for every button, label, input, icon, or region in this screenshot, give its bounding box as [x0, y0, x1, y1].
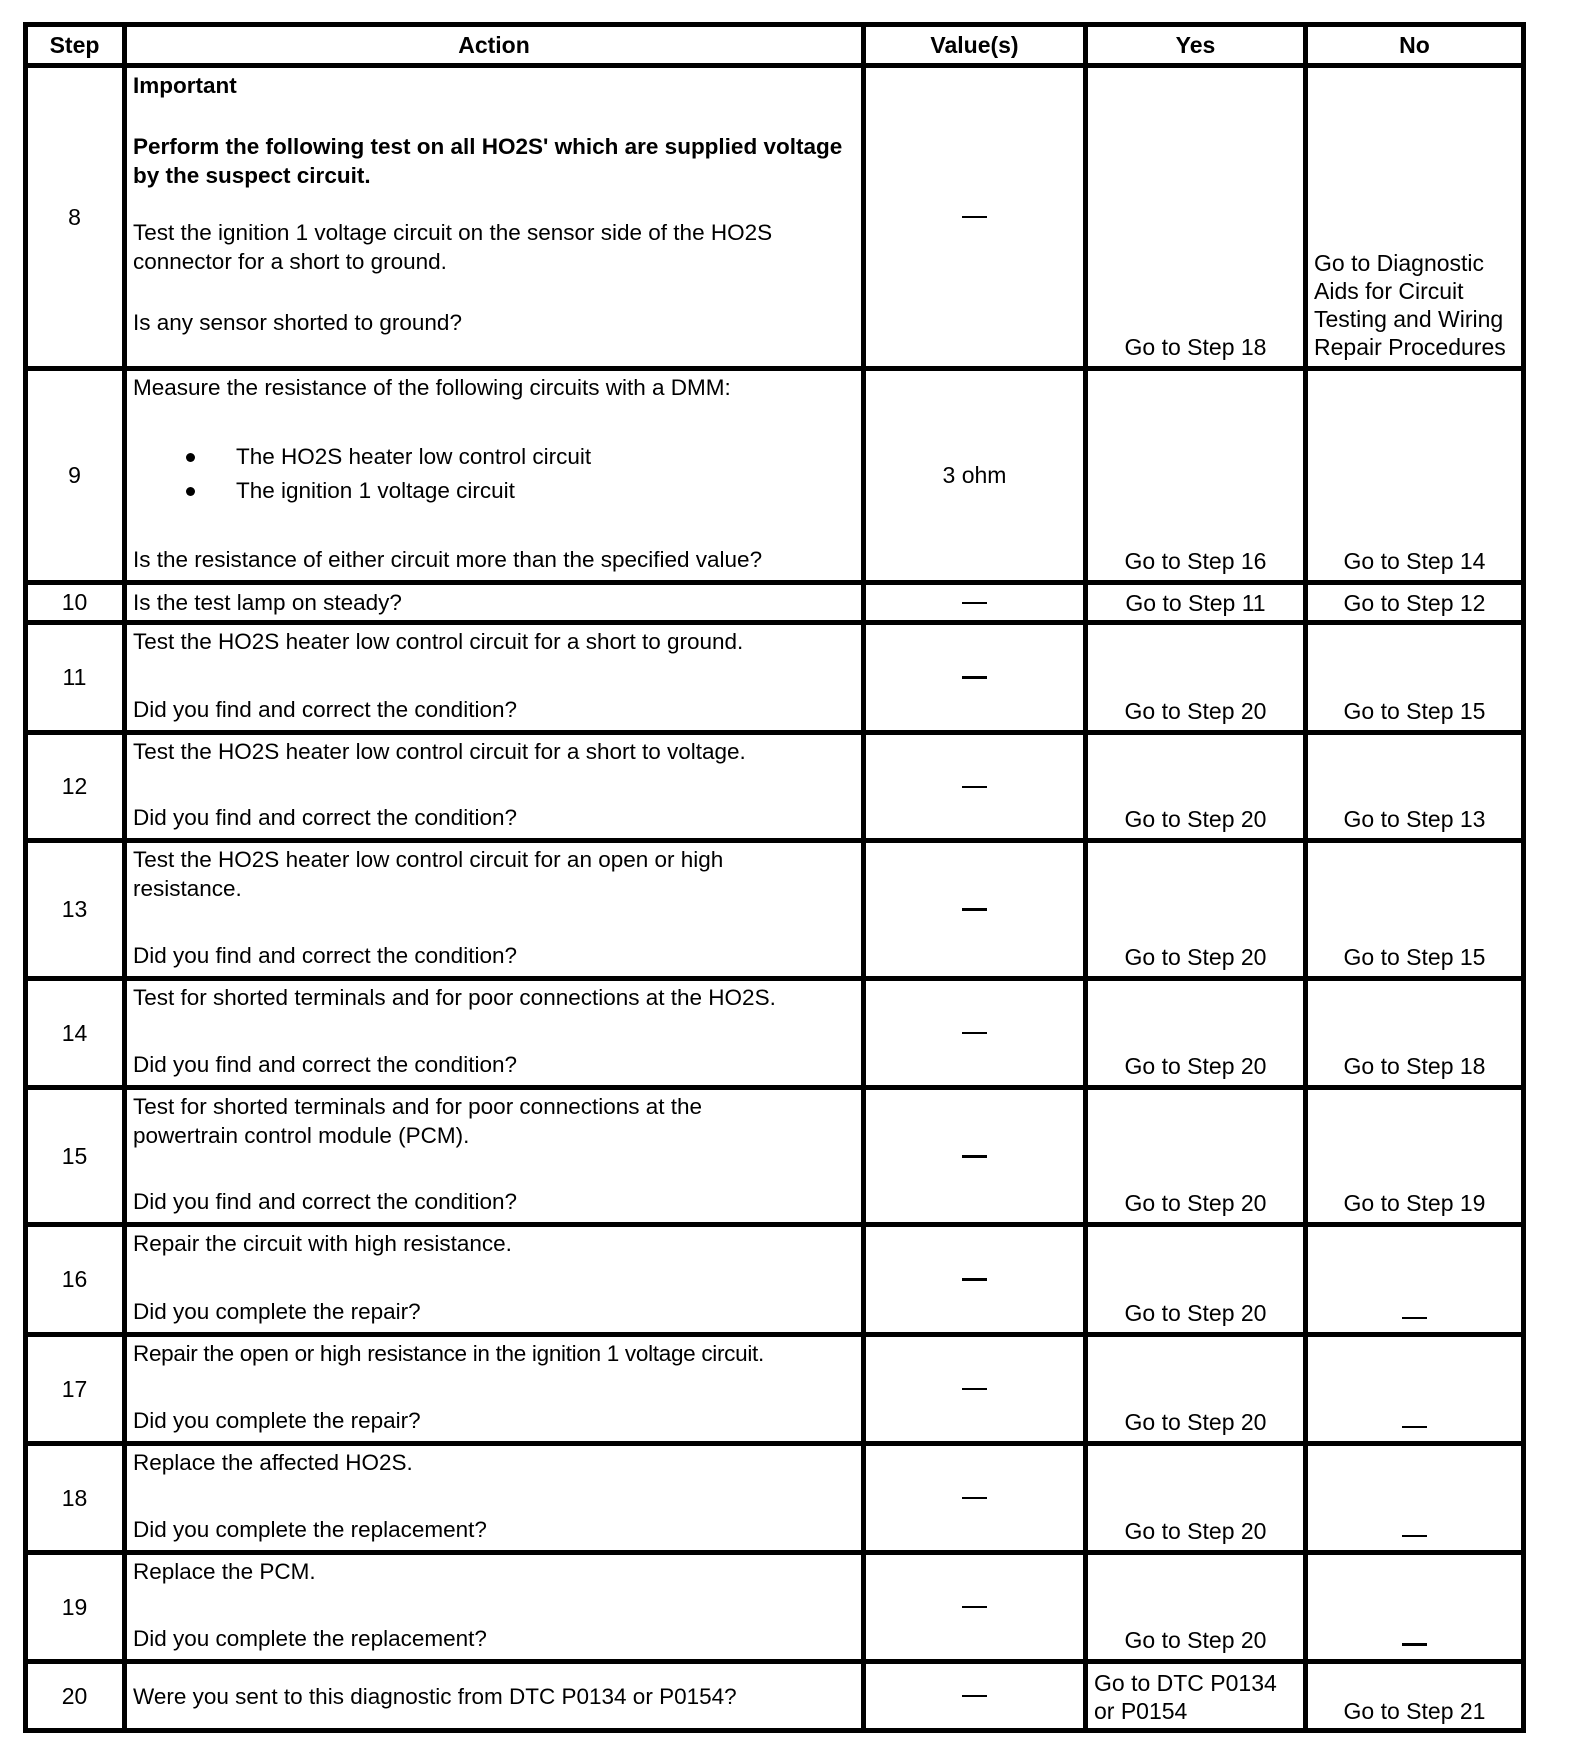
question-text: Did you find and correct the condition?: [133, 805, 517, 830]
action-cell: [127, 371, 861, 580]
instruction-text: Test the HO2S heater low control circuit for an open or high resistance.: [133, 847, 724, 901]
yes-cell: [1088, 1227, 1303, 1332]
column-divider: [1303, 22, 1308, 1733]
step-number: 10: [61, 589, 88, 615]
header-values: Value(s): [930, 31, 1019, 58]
row-divider: [23, 1659, 1526, 1664]
yes-link[interactable]: Go to Step 20: [1124, 1300, 1267, 1326]
value-cell: [866, 585, 1083, 620]
question-text: Did you complete the repair?: [133, 1408, 421, 1433]
value-cell: [866, 981, 1083, 1085]
value-cell: [866, 735, 1083, 838]
table-border-right: [1521, 22, 1526, 1733]
yes-cell: [1088, 1090, 1303, 1222]
no-cell: [1308, 1227, 1521, 1332]
question-text: Did you complete the repair?: [133, 1299, 421, 1324]
question-text: Were you sent to this diagnostic from DTC P0134 or P0154?: [133, 1683, 737, 1709]
step-number: 15: [61, 1142, 88, 1169]
list-item: The HO2S heater low control circuit: [133, 440, 855, 474]
yes-link[interactable]: Go to DTC P0134 or P0154: [1094, 1670, 1277, 1724]
no-link[interactable]: Go to Step 18: [1343, 1053, 1486, 1079]
not-applicable-dash: [962, 1032, 987, 1034]
yes-cell: [1088, 68, 1303, 366]
not-applicable-dash: [962, 1606, 987, 1608]
row-divider: [23, 838, 1526, 843]
step-number: 18: [61, 1484, 88, 1511]
no-cell: [1308, 1337, 1521, 1441]
row-divider: [23, 580, 1526, 585]
no-cell: [1308, 371, 1521, 580]
value-cell: [866, 1337, 1083, 1441]
no-cell: [1308, 68, 1521, 366]
question-text: Is any sensor shorted to ground?: [133, 310, 462, 335]
no-cell: [1308, 1555, 1521, 1659]
important-text: Perform the following test on all HO2S' which are supplied voltage by the suspect circuit.: [133, 134, 843, 188]
column-divider: [122, 22, 127, 1733]
question-text: Did you find and correct the condition?: [133, 697, 517, 722]
action-cell: [127, 1090, 861, 1222]
not-applicable-dash: [962, 1388, 987, 1390]
action-cell: [127, 625, 861, 730]
row-divider: [23, 1222, 1526, 1227]
no-cell: [1308, 1446, 1521, 1550]
not-applicable-dash: [1402, 1643, 1427, 1646]
row-divider: [23, 730, 1526, 735]
row-divider: [23, 620, 1526, 625]
yes-link[interactable]: Go to Step 20: [1124, 1627, 1267, 1653]
no-cell: [1308, 625, 1521, 730]
yes-cell: [1088, 371, 1303, 580]
not-applicable-dash: [1402, 1426, 1427, 1428]
not-applicable-dash: [1402, 1317, 1427, 1319]
row-divider: [23, 1332, 1526, 1337]
action-cell: [127, 981, 861, 1085]
column-divider: [861, 22, 866, 1733]
row-divider: [23, 976, 1526, 981]
yes-link[interactable]: Go to Step 16: [1124, 548, 1267, 574]
not-applicable-dash: [962, 1278, 987, 1281]
yes-link[interactable]: Go to Step 20: [1124, 1190, 1267, 1216]
yes-cell: [1088, 585, 1303, 620]
instruction-text: Test the HO2S heater low control circuit for a short to ground.: [133, 629, 744, 654]
header-yes: Yes: [1175, 31, 1216, 58]
instruction-text: Replace the PCM.: [133, 1559, 316, 1584]
row-divider: [23, 1550, 1526, 1555]
not-applicable-dash: [962, 676, 987, 679]
step-number: 20: [61, 1682, 88, 1709]
table-border-top: [23, 22, 1526, 27]
question-text: Did you find and correct the condition?: [133, 1052, 517, 1077]
step-number: 17: [61, 1375, 88, 1402]
list-item: The ignition 1 voltage circuit: [133, 474, 855, 508]
action-cell: [127, 1227, 861, 1332]
value-cell: [866, 1446, 1083, 1550]
no-cell: [1308, 1090, 1521, 1222]
value-cell: [866, 1227, 1083, 1332]
yes-cell: [1088, 1664, 1303, 1728]
no-cell: [1308, 981, 1521, 1085]
action-cell: [127, 843, 861, 976]
step-number: 16: [61, 1266, 88, 1292]
action-cell: [127, 585, 861, 620]
step-number: 9: [68, 462, 81, 488]
question-text: Did you complete the replacement?: [133, 1517, 487, 1542]
question-text: Is the resistance of either circuit more than the specified value?: [133, 547, 763, 572]
action-cell: [127, 1337, 861, 1441]
value-cell: [866, 625, 1083, 730]
not-applicable-dash: [1402, 1535, 1427, 1537]
not-applicable-dash: [962, 786, 987, 788]
value-cell: [866, 371, 1083, 580]
instruction-text: Replace the affected HO2S.: [133, 1450, 413, 1475]
yes-link[interactable]: Go to Step 18: [1124, 334, 1267, 360]
no-link[interactable]: Go to Step 15: [1343, 944, 1486, 970]
action-cell: [127, 735, 861, 838]
not-applicable-dash: [962, 908, 987, 911]
yes-cell: [1088, 843, 1303, 976]
not-applicable-dash: [962, 1497, 987, 1499]
table-border-bottom: [23, 1728, 1526, 1733]
no-link[interactable]: Go to Step 21: [1343, 1698, 1486, 1724]
value-cell: [866, 1555, 1083, 1659]
yes-cell: [1088, 1555, 1303, 1659]
header-action: Action: [458, 31, 530, 58]
header-step: Step: [49, 31, 100, 58]
yes-link[interactable]: Go to Step 11: [1125, 589, 1266, 616]
yes-link[interactable]: Go to Step 20: [1124, 698, 1267, 724]
no-link[interactable]: Go to Diagnostic Aids for Circuit Testing and Wiring Repair Procedures: [1314, 250, 1506, 360]
no-link[interactable]: Go to Step 14: [1343, 548, 1486, 574]
no-link[interactable]: Go to Step 13: [1343, 806, 1486, 832]
no-cell: [1308, 1664, 1521, 1728]
instruction-text: Test for shorted terminals and for poor connections at the powertrain control module (PCM).: [133, 1094, 703, 1148]
not-applicable-dash: [962, 1155, 987, 1158]
value-cell: [866, 1664, 1083, 1728]
action-cell: [127, 1446, 861, 1550]
not-applicable-dash: [962, 1695, 987, 1697]
instruction-text: Repair the open or high resistance in the ignition 1 voltage circuit.: [133, 1341, 764, 1366]
question-text: Did you complete the replacement?: [133, 1626, 487, 1651]
header-no: No: [1399, 31, 1430, 58]
action-cell: [127, 68, 861, 366]
yes-cell: [1088, 735, 1303, 838]
value-cell: [866, 843, 1083, 976]
specified-value: 3 ohm: [942, 462, 1007, 488]
instruction-text: Repair the circuit with high resistance.: [133, 1231, 512, 1256]
header-divider: [23, 63, 1526, 68]
yes-link[interactable]: Go to Step 20: [1124, 1409, 1267, 1435]
step-number: 11: [62, 664, 87, 690]
instruction-text: Test the HO2S heater low control circuit for a short to voltage.: [133, 739, 746, 764]
instruction-text: Measure the resistance of the following circuits with a DMM:: [133, 375, 731, 400]
yes-cell: [1088, 1446, 1303, 1550]
yes-link[interactable]: Go to Step 20: [1124, 944, 1267, 970]
no-cell: [1308, 843, 1521, 976]
yes-link[interactable]: Go to Step 20: [1124, 1053, 1267, 1079]
value-cell: [866, 68, 1083, 366]
value-cell: [866, 1090, 1083, 1222]
row-divider: [23, 1441, 1526, 1446]
instruction-text: Test for shorted terminals and for poor connections at the HO2S.: [133, 985, 776, 1010]
action-cell: [127, 1555, 861, 1659]
step-number: 14: [61, 1019, 88, 1046]
yes-link[interactable]: Go to Step 20: [1124, 1518, 1267, 1544]
action-cell: [127, 1664, 861, 1728]
yes-link[interactable]: Go to Step 20: [1124, 806, 1267, 832]
no-cell: [1308, 735, 1521, 838]
table-border-left: [23, 22, 28, 1733]
important-label: Important: [133, 73, 237, 98]
step-number: 13: [61, 896, 88, 922]
not-applicable-dash: [962, 602, 987, 604]
question-text: Did you find and correct the condition?: [133, 1189, 517, 1214]
no-link[interactable]: Go to Step 19: [1343, 1190, 1486, 1216]
circuit-list: [133, 440, 855, 508]
yes-cell: [1088, 981, 1303, 1085]
yes-cell: [1088, 1337, 1303, 1441]
step-number: 12: [61, 773, 88, 799]
yes-cell: [1088, 625, 1303, 730]
row-divider: [23, 366, 1526, 371]
column-divider: [1083, 22, 1088, 1733]
not-applicable-dash: [962, 216, 987, 218]
no-cell: [1308, 585, 1521, 620]
no-link[interactable]: Go to Step 12: [1343, 589, 1486, 616]
no-link[interactable]: Go to Step 15: [1343, 698, 1486, 724]
question-text: Did you find and correct the condition?: [133, 943, 517, 968]
question-text: Is the test lamp on steady?: [133, 590, 402, 615]
row-divider: [23, 1085, 1526, 1090]
step-number: 8: [68, 203, 81, 230]
instruction-text: Test the ignition 1 voltage circuit on the sensor side of the HO2S connector for a short to ground.: [133, 220, 773, 274]
step-number: 19: [61, 1593, 88, 1620]
